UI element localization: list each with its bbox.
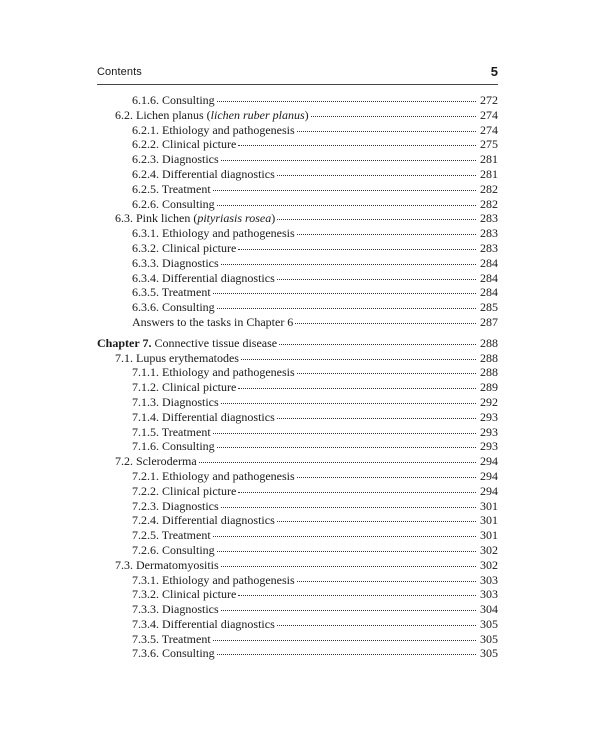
toc-page-number: 303 (480, 572, 498, 587)
toc-entry-title (97, 336, 277, 351)
toc-entry-title (132, 395, 219, 410)
toc-section-entry[interactable] (97, 558, 498, 573)
dot-leader (217, 308, 476, 309)
toc-entry-title (132, 167, 275, 182)
toc-subsection-entry[interactable] (97, 528, 498, 543)
toc-page-number: 284 (480, 255, 498, 270)
dot-leader (297, 581, 476, 582)
toc-subsection-entry[interactable] (97, 484, 498, 499)
toc-entry-text: 7.2. Scleroderma (115, 454, 197, 469)
toc-entry-text: 6.3.6. Consulting (132, 300, 215, 315)
toc-page-number: 294 (480, 454, 498, 469)
toc-entry-text: 6.3.2. Clinical picture (132, 240, 237, 255)
dot-leader (279, 344, 476, 345)
toc-entry-title (132, 241, 236, 256)
toc-entry-text: 6.1.6. Consulting (132, 93, 215, 107)
toc-page-number: 282 (480, 181, 498, 196)
toc-entry-title (132, 499, 219, 514)
dot-leader (199, 462, 476, 463)
page-number: 5 (490, 64, 498, 79)
toc-entry-text: 6.2.6. Consulting (132, 196, 215, 211)
toc-page-number: 301 (480, 498, 498, 513)
dot-leader (213, 293, 476, 294)
dot-leader (238, 249, 476, 250)
toc-entry-text: 6.2.4. Differential diagnostics (132, 166, 275, 181)
toc-page-number: 283 (480, 226, 498, 241)
toc-entry-title (132, 197, 215, 212)
toc-entry-title (132, 380, 236, 395)
toc-page-number: 287 (480, 314, 498, 329)
toc-page-number: 293 (480, 409, 498, 424)
toc-entry-title (132, 439, 215, 454)
toc-entry-title (132, 285, 211, 300)
toc-subsection-entry[interactable] (97, 226, 498, 241)
toc-page-number: 274 (480, 107, 498, 122)
toc-entry-title (132, 513, 275, 528)
dot-leader (238, 492, 476, 493)
dot-leader (217, 205, 476, 206)
toc-entry-text: 6.3.5. Treatment (132, 285, 211, 300)
dot-leader (277, 279, 476, 280)
toc-entry-title (115, 558, 219, 573)
toc-page-number: 282 (480, 196, 498, 211)
toc-page-number: 272 (480, 93, 498, 107)
toc-page-number: 294 (480, 468, 498, 483)
toc-entry-latin-name: lichen ruber planus (210, 107, 305, 122)
toc-entry-text: 7.1.4. Differential diagnostics (132, 409, 275, 424)
toc-subsection-entry[interactable] (97, 93, 498, 108)
toc-subsection-entry[interactable] (97, 152, 498, 167)
toc-entry-title (132, 182, 211, 197)
toc-entry-text: 7.2.3. Diagnostics (132, 498, 219, 513)
toc-entry-title (132, 528, 211, 543)
toc-entry-text: 7.3.3. Diagnostics (132, 602, 219, 617)
running-header (97, 66, 498, 82)
toc-page-number: 281 (480, 152, 498, 167)
toc-entry-title (132, 602, 219, 617)
toc-entry-text: 7.3.5. Treatment (132, 631, 211, 646)
toc-entry-title (132, 469, 295, 484)
dot-leader (221, 507, 476, 508)
toc-entry-text: 7.3. Dermatomyositis (115, 557, 219, 572)
dot-leader (221, 160, 476, 161)
toc-page-number: 305 (480, 631, 498, 646)
toc-entry-text: Connective tissue disease (151, 335, 278, 350)
toc-entry-title (132, 300, 215, 315)
toc-entry-title (132, 632, 211, 647)
toc-entry-text: 6.3.1. Ethiology and pathogenesis (132, 226, 295, 241)
toc-entry-text: 6.2.2. Clinical picture (132, 137, 237, 152)
toc-chapter-label: Chapter 7. (97, 335, 152, 350)
toc-subsection-entry[interactable] (97, 300, 498, 315)
dot-leader (297, 234, 476, 235)
dot-leader (277, 521, 476, 522)
toc-entry-text: 7.2.1. Ethiology and pathogenesis (132, 468, 295, 483)
toc-entry-title (132, 573, 295, 588)
toc-page-number: 275 (480, 137, 498, 152)
toc-page-number: 288 (480, 365, 498, 380)
toc-subsection-entry[interactable] (97, 573, 498, 588)
toc-entry-text: 7.2.2. Clinical picture (132, 483, 237, 498)
toc-entry-text: 6.2.1. Ethiology and pathogenesis (132, 122, 295, 137)
toc-subsection-entry[interactable] (97, 587, 498, 602)
toc-entry-text: 7.3.4. Differential diagnostics (132, 616, 275, 631)
toc-entry-text: 7.1.5. Treatment (132, 424, 211, 439)
toc-subsection-entry[interactable] (97, 365, 498, 380)
toc-entry-title (132, 646, 215, 661)
toc-entry-title (132, 271, 275, 286)
toc-entry-text: 6.2.3. Diagnostics (132, 152, 219, 167)
toc-entry-title (132, 226, 295, 241)
dot-leader (241, 359, 476, 360)
toc-subsection-entry[interactable] (97, 410, 498, 425)
dot-leader (213, 433, 476, 434)
dot-leader (277, 625, 476, 626)
toc-page-number: 304 (480, 602, 498, 617)
toc-entry-text: 7.3.2. Clinical picture (132, 587, 237, 602)
toc-page-number: 293 (480, 424, 498, 439)
toc-section-entry[interactable] (97, 454, 498, 469)
toc-entry-title (132, 410, 275, 425)
toc-subsection-entry[interactable] (97, 646, 498, 661)
toc-page-number: 305 (480, 616, 498, 631)
toc-page-number: 274 (480, 122, 498, 137)
dot-leader (297, 477, 476, 478)
toc-subsection-entry[interactable] (97, 395, 498, 410)
toc-subsection-entry[interactable] (97, 182, 498, 197)
toc-entry-title (132, 256, 219, 271)
toc-subsection-entry[interactable] (97, 315, 498, 330)
toc-entry-title (132, 587, 236, 602)
toc-entry-title (132, 365, 295, 380)
toc-entry-text: 7.1. Lupus erythematodes (115, 350, 239, 365)
toc-page-number: 301 (480, 528, 498, 543)
toc-entry-text: 7.3.6. Consulting (132, 646, 215, 661)
toc-entry-latin-name: pityriasis rosea (197, 211, 272, 226)
dot-leader (217, 101, 476, 102)
toc-entry-text: 6.2.5. Treatment (132, 181, 211, 196)
toc-entry-text: 7.1.2. Clinical picture (132, 380, 237, 395)
toc-entry-title (132, 543, 215, 558)
toc-subsection-entry[interactable] (97, 123, 498, 138)
toc-entry-text: 6.2. Lichen planus ( (115, 107, 211, 122)
dot-leader (297, 131, 476, 132)
toc-entry-text: 7.2.4. Differential diagnostics (132, 513, 275, 528)
toc-page-number: 289 (480, 380, 498, 395)
toc-page-number: 288 (480, 335, 498, 350)
dot-leader (213, 190, 476, 191)
toc-page-number: 294 (480, 483, 498, 498)
toc-subsection-entry[interactable] (97, 241, 498, 256)
dot-leader (213, 640, 476, 641)
toc-subsection-entry[interactable] (97, 197, 498, 212)
toc-section-entry[interactable] (97, 108, 498, 123)
dot-leader (217, 654, 476, 655)
toc-entry-suffix: ) (304, 107, 309, 122)
toc-entry-text: 6.3.3. Diagnostics (132, 255, 219, 270)
toc-page-number: 305 (480, 646, 498, 661)
toc-page-number: 293 (480, 439, 498, 454)
toc-entry-text: 7.1.6. Consulting (132, 439, 215, 454)
dot-leader (238, 595, 476, 596)
toc-page-number: 302 (480, 542, 498, 557)
toc-page-number: 283 (480, 211, 498, 226)
toc-entry-text: 7.2.5. Treatment (132, 528, 211, 543)
dot-leader (238, 145, 476, 146)
toc-section-entry[interactable] (97, 211, 498, 226)
dot-leader (311, 116, 476, 117)
toc-subsection-entry[interactable] (97, 499, 498, 514)
toc-entry-text: 6.3. Pink lichen ( (115, 211, 198, 226)
header-divider (97, 84, 498, 85)
toc-entry-text: Answers to the tasks in Chapter 6 (132, 314, 294, 329)
dot-leader (221, 264, 476, 265)
toc-entry-title (115, 351, 239, 366)
toc-entry-title (132, 152, 219, 167)
toc-entry-text: 7.2.6. Consulting (132, 542, 215, 557)
dot-leader (277, 219, 476, 220)
dot-leader (217, 551, 476, 552)
toc-entry-title (115, 454, 197, 469)
dot-leader (221, 566, 476, 567)
toc-subsection-entry[interactable] (97, 469, 498, 484)
toc-subsection-entry[interactable] (97, 285, 498, 300)
toc-entry-text: 6.3.4. Differential diagnostics (132, 270, 275, 285)
toc-entry-title (132, 137, 236, 152)
toc-page-number: 288 (480, 350, 498, 365)
toc-subsection-entry[interactable] (97, 602, 498, 617)
toc-entry-title (132, 315, 293, 330)
toc-entry-title (132, 93, 215, 108)
toc-subsection-entry[interactable] (97, 380, 498, 395)
toc-entry-title (132, 617, 275, 632)
dot-leader (277, 418, 476, 419)
toc-entry-title (115, 108, 309, 123)
toc-page-number: 292 (480, 394, 498, 409)
toc-page-number: 285 (480, 300, 498, 315)
toc-section-entry[interactable] (97, 351, 498, 366)
dot-leader (217, 447, 476, 448)
toc-page-number: 303 (480, 587, 498, 602)
toc-entry-title (115, 211, 275, 226)
toc-subsection-entry[interactable] (97, 167, 498, 182)
table-of-contents (97, 93, 498, 661)
toc-entry-title (132, 425, 211, 440)
dot-leader (221, 403, 476, 404)
toc-chapter-entry[interactable] (97, 336, 498, 351)
toc-subsection-entry[interactable] (97, 271, 498, 286)
toc-subsection-entry[interactable] (97, 513, 498, 528)
toc-subsection-entry[interactable] (97, 425, 498, 440)
dot-leader (221, 610, 476, 611)
toc-subsection-entry[interactable] (97, 137, 498, 152)
toc-entry-suffix: ) (271, 211, 276, 226)
dot-leader (277, 175, 476, 176)
toc-page-number: 301 (480, 513, 498, 528)
dot-leader (238, 388, 476, 389)
toc-entry-text: 7.1.3. Diagnostics (132, 394, 219, 409)
toc-subsection-entry[interactable] (97, 617, 498, 632)
toc-page-number: 283 (480, 240, 498, 255)
dot-leader (297, 373, 476, 374)
toc-subsection-entry[interactable] (97, 543, 498, 558)
toc-subsection-entry[interactable] (97, 256, 498, 271)
toc-page-number: 302 (480, 557, 498, 572)
toc-page-number: 281 (480, 166, 498, 181)
toc-page-number: 284 (480, 270, 498, 285)
dot-leader (213, 536, 476, 537)
toc-page-number: 284 (480, 285, 498, 300)
toc-subsection-entry[interactable] (97, 632, 498, 647)
dot-leader (295, 323, 476, 324)
toc-entry-text: 7.1.1. Ethiology and pathogenesis (132, 365, 295, 380)
toc-subsection-entry[interactable] (97, 439, 498, 454)
running-header-title: Contents (97, 66, 142, 78)
toc-entry-title (132, 484, 236, 499)
toc-entry-title (132, 123, 295, 138)
toc-entry-text: 7.3.1. Ethiology and pathogenesis (132, 572, 295, 587)
